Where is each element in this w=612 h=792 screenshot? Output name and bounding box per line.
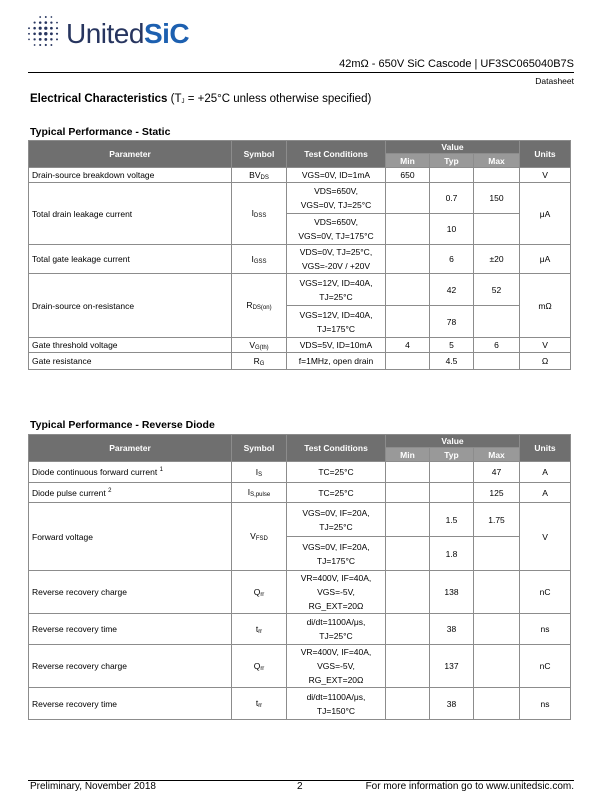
symbol-cell: $I_{DSS}$ bbox=[232, 183, 287, 245]
electrical-characteristics-heading: Electrical Characteristics ($T_J = +25^\circ C$ unless otherwise specified) bbox=[30, 93, 372, 105]
symbol-cell: $V_{FSD}$ bbox=[232, 503, 287, 571]
table-row: Total gate leakage current $I_{GSS}$ VDS=0V, TJ=25°C, VGS=-20V / +20V 6 ±20 μA bbox=[29, 245, 571, 274]
header-divider bbox=[28, 72, 574, 73]
footnote-marker: 1 bbox=[159, 467, 163, 473]
table-row: Gate threshold voltage $V_{G(th)}$ VDS=5V, ID=10mA 4 5 6 V bbox=[29, 338, 571, 353]
column-header-conditions: Test Conditions bbox=[287, 141, 386, 168]
column-header-max: Max bbox=[474, 448, 520, 462]
column-header-symbol: Symbol bbox=[232, 435, 287, 462]
column-header-typ: Typ bbox=[430, 448, 474, 462]
table-row: Forward voltage $V_{FSD}$ VGS=0V, IF=20A, TJ=25°C 1.5 1.75 V bbox=[29, 503, 571, 537]
page-number: 2 bbox=[297, 781, 303, 792]
column-header-units: Units bbox=[520, 141, 571, 168]
column-header-min: Min bbox=[386, 154, 430, 168]
footnote-marker: 2 bbox=[108, 487, 112, 494]
column-header-value: Value bbox=[386, 435, 520, 448]
symbol-cell: $R_G$ bbox=[232, 353, 287, 370]
table-row: Reverse recovery charge $Q_{rr}$ VR=400V, IF=40A, VGS=-5V, RG_EXT=20Ω 137 nC bbox=[29, 645, 571, 688]
table-row: Total drain leakage current $I_{DSS}$ VDS=650V, VGS=0V, TJ=25°C 0.7 150 μA bbox=[29, 183, 571, 214]
column-header-units: Units bbox=[520, 435, 571, 462]
table-header-row bbox=[29, 435, 571, 448]
symbol-cell: $Q_{rr}$ bbox=[232, 571, 287, 614]
reverse-diode-table bbox=[28, 434, 571, 720]
static-section-title: Typical Performance - Static bbox=[30, 126, 171, 138]
column-header-max: Max bbox=[474, 154, 520, 168]
symbol-cell: $I_{S,pulse}$ bbox=[232, 483, 287, 503]
table-row: VGS=0V, IF=20A, TJ=175°C 1.8 bbox=[29, 537, 571, 571]
table-row: VDS=650V, VGS=0V, TJ=175°C 10 bbox=[29, 214, 571, 245]
column-header-typ: Typ bbox=[430, 154, 474, 168]
table-row: Diode continuous forward current $^1$ $I_S$ TC=25°C 47 A bbox=[29, 462, 571, 483]
symbol-cell: $V_{G(th)}$ bbox=[232, 338, 287, 353]
symbol-cell: $R_{DS(on)}$ bbox=[232, 274, 287, 338]
column-header-parameter: Parameter bbox=[29, 435, 232, 462]
symbol-cell: $t_{rr}$ bbox=[232, 614, 287, 645]
static-performance-table bbox=[28, 140, 571, 370]
column-header-value: Value bbox=[386, 141, 520, 154]
logo-dot-grid-icon bbox=[26, 14, 62, 50]
table-header-row bbox=[29, 141, 571, 154]
symbol-cell: $Q_{rr}$ bbox=[232, 645, 287, 688]
table-row: Drain-source breakdown voltage $BV_{DS}$ VGS=0V, ID=1mA 650 V bbox=[29, 168, 571, 183]
footer-website: For more information go to www.unitedsic.com. bbox=[365, 781, 574, 792]
table-row: VGS=12V, ID=40A, TJ=175°C 78 bbox=[29, 306, 571, 338]
column-header-min: Min bbox=[386, 448, 430, 462]
table-row: Drain-source on-resistance $R_{DS(on)}$ VGS=12V, ID=40A, TJ=25°C 42 52 mΩ bbox=[29, 274, 571, 306]
table-row: Gate resistance $R_G$ f=1MHz, open drain 4.5 Ω bbox=[29, 353, 571, 370]
logo-text: UnitedSiC bbox=[66, 18, 190, 49]
table-row: Diode pulse current $^2$ $I_{S,pulse}$ TC=25°C 125 A bbox=[29, 483, 571, 503]
table-row: Reverse recovery time $t_{rr}$ di/dt=1100A/μs, TJ=25°C 38 ns bbox=[29, 614, 571, 645]
reverse-diode-section-title: Typical Performance - Reverse Diode bbox=[30, 419, 215, 431]
footer-status: Preliminary, November 2018 bbox=[30, 781, 156, 792]
document-type: Datasheet bbox=[535, 76, 574, 86]
column-header-parameter: Parameter bbox=[29, 141, 232, 168]
column-header-conditions: Test Conditions bbox=[287, 435, 386, 462]
table-row: Reverse recovery time $t_{rr}$ di/dt=1100A/μs, TJ=150°C 38 ns bbox=[29, 688, 571, 720]
symbol-cell: $I_S$ bbox=[232, 462, 287, 483]
symbol-cell: $I_{GSS}$ bbox=[232, 245, 287, 274]
symbol-cell: $t_{rr}$ bbox=[232, 688, 287, 720]
table-row: Reverse recovery charge $Q_{rr}$ VR=400V, IF=40A, VGS=-5V, RG_EXT=20Ω 138 nC bbox=[29, 571, 571, 614]
column-header-symbol: Symbol bbox=[232, 141, 287, 168]
document-title: 42mΩ - 650V SiC Cascode | UF3SC065040B7S bbox=[339, 58, 574, 70]
symbol-cell: $BV_{DS}$ bbox=[232, 168, 287, 183]
